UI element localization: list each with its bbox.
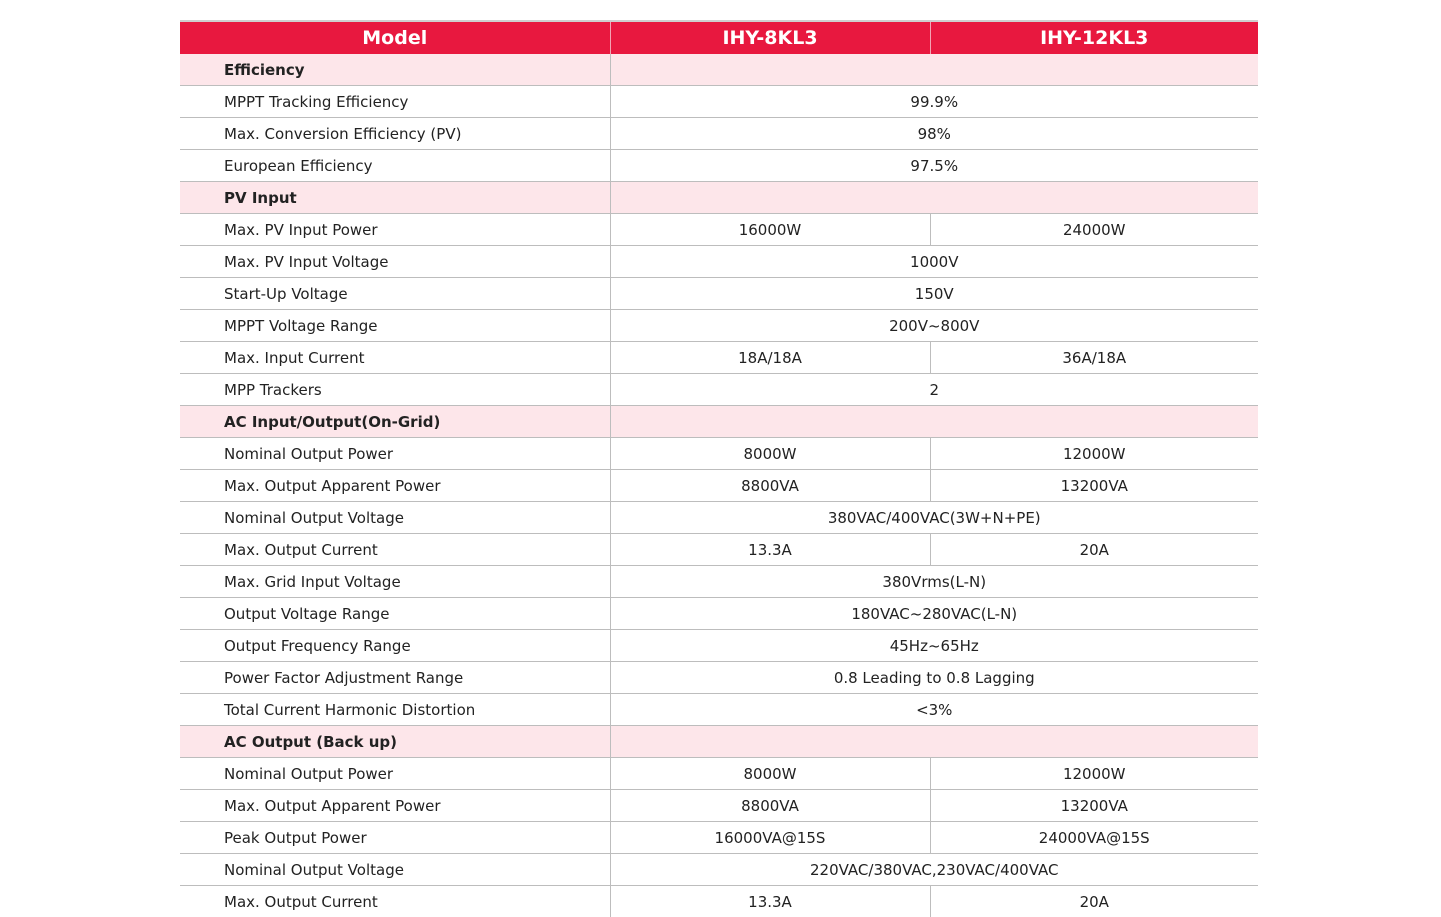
spec-label: Nominal Output Voltage: [180, 854, 610, 886]
spec-label: Max. PV Input Voltage: [180, 246, 610, 278]
section-row: [180, 726, 1258, 758]
spec-value-shared: 2: [610, 374, 1258, 406]
spec-row: [180, 566, 1258, 598]
spec-value-ihy-8kl3: 8000W: [610, 758, 930, 790]
spec-row: [180, 214, 1258, 246]
spec-row: [180, 86, 1258, 118]
spec-label: Max. PV Input Power: [180, 214, 610, 246]
spec-label: Peak Output Power: [180, 822, 610, 854]
spec-value-shared: 45Hz~65Hz: [610, 630, 1258, 662]
spec-row: [180, 630, 1258, 662]
spec-value-ihy-12kl3: 12000W: [930, 438, 1258, 470]
spec-value-ihy-12kl3: 12000W: [930, 758, 1258, 790]
spec-row: [180, 118, 1258, 150]
spec-label: Start-Up Voltage: [180, 278, 610, 310]
section-row: [180, 406, 1258, 438]
spec-row: [180, 310, 1258, 342]
spec-row: [180, 342, 1258, 374]
spec-row: [180, 502, 1258, 534]
spec-label: Output Frequency Range: [180, 630, 610, 662]
spec-value-shared: 180VAC~280VAC(L-N): [610, 598, 1258, 630]
spec-label: Max. Conversion Efficiency (PV): [180, 118, 610, 150]
spec-row: [180, 758, 1258, 790]
model-ihy-8kl3-header: IHY-8KL3: [610, 21, 930, 54]
spec-value-shared: <3%: [610, 694, 1258, 726]
spec-value-ihy-8kl3: 8800VA: [610, 790, 930, 822]
spec-label: MPPT Voltage Range: [180, 310, 610, 342]
section-title: Efficiency: [180, 54, 610, 86]
spec-label: Max. Output Apparent Power: [180, 470, 610, 502]
spec-label: Nominal Output Power: [180, 438, 610, 470]
spec-body: [180, 54, 1258, 917]
spec-value-ihy-8kl3: 18A/18A: [610, 342, 930, 374]
spec-value-shared: 99.9%: [610, 86, 1258, 118]
section-fill: [610, 54, 1258, 86]
spec-label: Output Voltage Range: [180, 598, 610, 630]
spec-row: [180, 662, 1258, 694]
spec-value-shared: 380Vrms(L-N): [610, 566, 1258, 598]
section-title: AC Output (Back up): [180, 726, 610, 758]
spec-value-shared: 380VAC/400VAC(3W+N+PE): [610, 502, 1258, 534]
spec-label: MPP Trackers: [180, 374, 610, 406]
spec-row: [180, 694, 1258, 726]
spec-label: Nominal Output Voltage: [180, 502, 610, 534]
spec-value-shared: 97.5%: [610, 150, 1258, 182]
section-fill: [610, 726, 1258, 758]
spec-row: [180, 470, 1258, 502]
spec-label: Power Factor Adjustment Range: [180, 662, 610, 694]
spec-row: [180, 438, 1258, 470]
model-header: Model: [180, 21, 610, 54]
spec-table: [180, 20, 1258, 917]
spec-label: Max. Output Current: [180, 534, 610, 566]
section-title: PV Input: [180, 182, 610, 214]
spec-label: MPPT Tracking Efficiency: [180, 86, 610, 118]
spec-value-ihy-8kl3: 8800VA: [610, 470, 930, 502]
spec-row: [180, 150, 1258, 182]
spec-value-ihy-12kl3: 13200VA: [930, 790, 1258, 822]
spec-label: Max. Output Current: [180, 886, 610, 917]
spec-value-shared: 150V: [610, 278, 1258, 310]
spec-label: European Efficiency: [180, 150, 610, 182]
spec-value-ihy-12kl3: 20A: [930, 534, 1258, 566]
spec-row: [180, 886, 1258, 917]
spec-row: [180, 790, 1258, 822]
spec-value-shared: 200V~800V: [610, 310, 1258, 342]
spec-value-ihy-8kl3: 16000VA@15S: [610, 822, 930, 854]
spec-row: [180, 278, 1258, 310]
model-ihy-12kl3-header: IHY-12KL3: [930, 21, 1258, 54]
spec-row: [180, 598, 1258, 630]
spec-value-ihy-12kl3: 24000VA@15S: [930, 822, 1258, 854]
spec-value-shared: 98%: [610, 118, 1258, 150]
spec-value-shared: 220VAC/380VAC,230VAC/400VAC: [610, 854, 1258, 886]
spec-row: [180, 822, 1258, 854]
spec-label: Max. Grid Input Voltage: [180, 566, 610, 598]
header-row: [180, 21, 1258, 54]
spec-row: [180, 854, 1258, 886]
spec-label: Max. Input Current: [180, 342, 610, 374]
spec-value-shared: 0.8 Leading to 0.8 Lagging: [610, 662, 1258, 694]
spec-value-ihy-12kl3: 20A: [930, 886, 1258, 917]
spec-value-ihy-12kl3: 13200VA: [930, 470, 1258, 502]
spec-value-ihy-8kl3: 13.3A: [610, 886, 930, 917]
spec-row: [180, 374, 1258, 406]
spec-label: Max. Output Apparent Power: [180, 790, 610, 822]
spec-row: [180, 534, 1258, 566]
spec-label: Total Current Harmonic Distortion: [180, 694, 610, 726]
spec-value-ihy-8kl3: 8000W: [610, 438, 930, 470]
spec-value-shared: 1000V: [610, 246, 1258, 278]
section-row: [180, 182, 1258, 214]
spec-value-ihy-8kl3: 13.3A: [610, 534, 930, 566]
section-title: AC Input/Output(On-Grid): [180, 406, 610, 438]
section-fill: [610, 182, 1258, 214]
section-fill: [610, 406, 1258, 438]
spec-value-ihy-8kl3: 16000W: [610, 214, 930, 246]
spec-label: Nominal Output Power: [180, 758, 610, 790]
spec-value-ihy-12kl3: 36A/18A: [930, 342, 1258, 374]
spec-row: [180, 246, 1258, 278]
section-row: [180, 54, 1258, 86]
spec-value-ihy-12kl3: 24000W: [930, 214, 1258, 246]
